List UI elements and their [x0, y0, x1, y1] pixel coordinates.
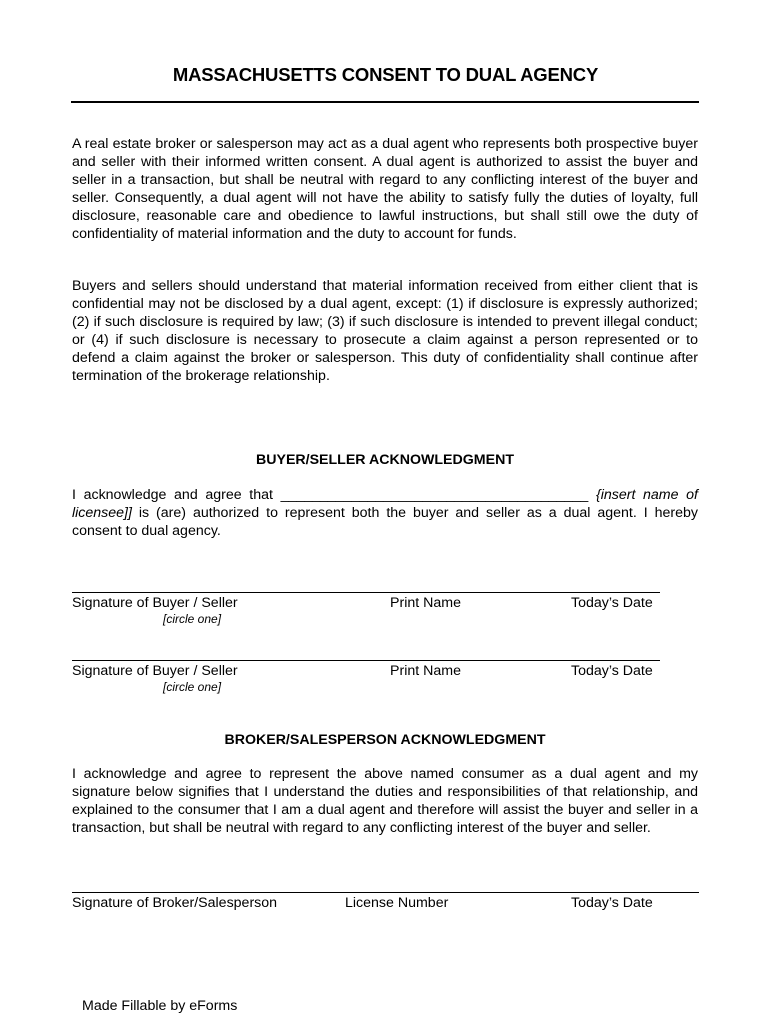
broker-signature-label: Signature of Broker/Salesperson — [72, 895, 278, 911]
print-name-label-1: Print Name — [390, 595, 461, 611]
print-name-label-2: Print Name — [390, 663, 461, 679]
broker-consent-text: I acknowledge and agree to represent the above named consumer as a dual agent and my signature below signifies that I understand the duties and responsibilities of that relationship, and explained to the consumer that I am a dual agent and therefore will assist the buyer and seller in a transaction, but shall be neutral with regard to any conflicting interest of the buyer and seller. — [72, 766, 698, 836]
signature-label-1: Signature of Buyer / Seller — [72, 595, 238, 611]
licensee-name-field[interactable]: _______________________________________ — [280, 487, 589, 503]
buyer-seller-consent-text — [72, 487, 698, 541]
intro-paragraph-2: Buyers and sellers should understand that material information received from either client that is confidential may not be disclosed by a dual agent, except: (1) if disclosure is expressly authorized; (2) if such disclosure is required by law; (3) if such disclosure is intended to prevent illegal conduct; or (4) if such disclosure is necessary to prosecute a claim against a person represented or to defend a claim against the broker or salesperson. This duty of confidentiality shall continue after termination of the brokerage relationship. — [72, 278, 698, 384]
date-label-1: Today’s Date — [571, 595, 653, 611]
broker-heading: BROKER/SALESPERSON ACKNOWLEDGMENT — [224, 732, 546, 748]
footer-credit: Made Fillable by eForms — [82, 998, 238, 1014]
document-title: MASSACHUSETTS CONSENT TO DUAL AGENCY — [172, 64, 599, 85]
buyer-seller-signature-line-2[interactable] — [72, 660, 660, 661]
consent-text-before: I acknowledge and agree that — [72, 487, 273, 503]
signature-label-2: Signature of Buyer / Seller — [72, 663, 238, 679]
licensee-placeholder: {insert name of licensee]] — [72, 487, 698, 521]
broker-signature-line[interactable] — [72, 892, 699, 893]
license-number-label: License Number — [345, 895, 449, 911]
broker-date-label: Today’s Date — [571, 895, 653, 911]
intro-paragraph-1: A real estate broker or salesperson may act as a dual agent who represents both prospective buyer and seller with their informed written consent. A dual agent is authorized to assist the buyer and seller in a transaction, but shall be neutral with regard to any conflicting interest of the buyer and seller. Consequently, a dual agent will not have the ability to satisfy fully the duties of loyalty, full disclosure, reasonable care and obedience to lawful instructions, but shall still owe the duty of confidentiality of material information and the duty to account for funds. — [72, 136, 698, 242]
circle-one-note-2: [circle one] — [163, 680, 222, 694]
buyer-seller-signature-line-1[interactable] — [72, 592, 660, 593]
buyer-seller-heading: BUYER/SELLER ACKNOWLEDGMENT — [255, 452, 514, 468]
consent-text-after: is (are) authorized to represent both the buyer and seller as a dual agent. I hereby consent to dual agency. — [72, 504, 698, 539]
circle-one-note-1: [circle one] — [163, 612, 222, 626]
title-rule — [71, 101, 699, 103]
date-label-2: Today’s Date — [571, 663, 653, 679]
